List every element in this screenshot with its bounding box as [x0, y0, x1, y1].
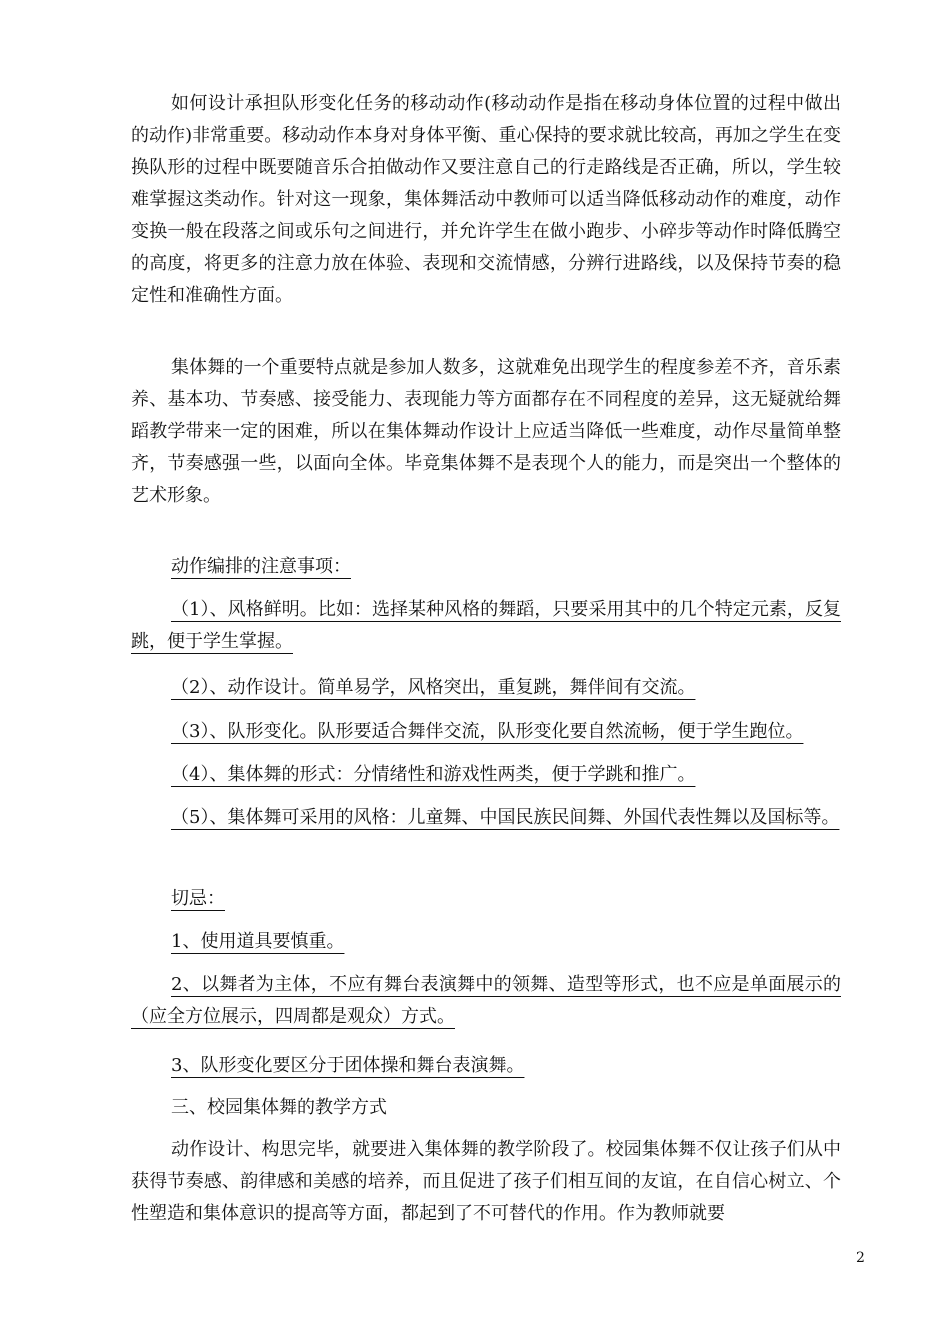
cautions-heading: 切忌：	[171, 888, 225, 909]
note-item-2: （2）、动作设计。简单易学，风格突出，重复跳，舞伴间有交流。	[171, 677, 696, 698]
paragraph-teaching-methods: 动作设计、构思完毕，就要进入集体舞的教学阶段了。校园集体舞不仅让孩子们从中获得节奏感、韵律感和美感的培养，而且促进了孩子们相互间的友谊，在自信心树立、个性塑造和集体意识的提高等方面，都起到了不可替代的作用。作为教师就要	[131, 1139, 841, 1224]
caution-item-2: 2、以舞者为主体，不应有舞台表演舞中的领舞、造型等形式，也不应是单面展示的（应全方位展示，四周都是观众）方式。	[131, 974, 841, 1027]
paragraph-moving-actions: 如何设计承担队形变化任务的移动动作(移动动作是指在移动身体位置的过程中做出的动作)非常重要。移动动作本身对身体平衡、重心保持的要求就比较高，再加之学生在变换队形的过程中既要随音乐合拍做动作又要注意自己的行走路线是否正确，所以，学生较难掌握这类动作。针对这一现象，集体舞活动中教师可以适当降低移动动作的难度，动作变换一般在段落之间或乐句之间进行，并允许学生在做小跑步、小碎步等动作时降低腾空的高度，将更多的注意力放在体验、表现和交流情感，分辨行进路线，以及保持节奏的稳定性和准确性方面。	[131, 93, 841, 306]
note-item-4: （4）、集体舞的形式：分情绪性和游戏性两类，便于学跳和推广。	[171, 764, 696, 785]
page-number: 2	[856, 1250, 865, 1266]
caution-item-1: 1、使用道具要慎重。	[171, 931, 345, 952]
note-item-5: （5）、集体舞可采用的风格：儿童舞、中国民族民间舞、外国代表性舞以及国标等。	[171, 807, 840, 828]
section-heading: 三、校园集体舞的教学方式	[171, 1097, 387, 1118]
note-item-3: （3）、队形变化。队形要适合舞伴交流，队形变化要自然流畅，便于学生跑位。	[171, 721, 804, 742]
caution-item-3: 3、队形变化要区分于团体操和舞台表演舞。	[171, 1055, 525, 1076]
note-item-1: （1）、风格鲜明。比如：选择某种风格的舞蹈，只要采用其中的几个特定元素，反复跳，便于学生掌握。	[131, 599, 841, 652]
paragraph-group-dance-features: 集体舞的一个重要特点就是参加人数多，这就难免出现学生的程度参差不齐，音乐素养、基本功、节奏感、接受能力、表现能力等方面都存在不同程度的差异，这无疑就给舞蹈教学带来一定的困难，所以在集体舞动作设计上应适当降低一些难度，动作尽量简单整齐，节奏感强一些，以面向全体。毕竟集体舞不是表现个人的能力，而是突出一个整体的艺术形象。	[131, 357, 841, 506]
notes-heading: 动作编排的注意事项：	[171, 556, 351, 577]
